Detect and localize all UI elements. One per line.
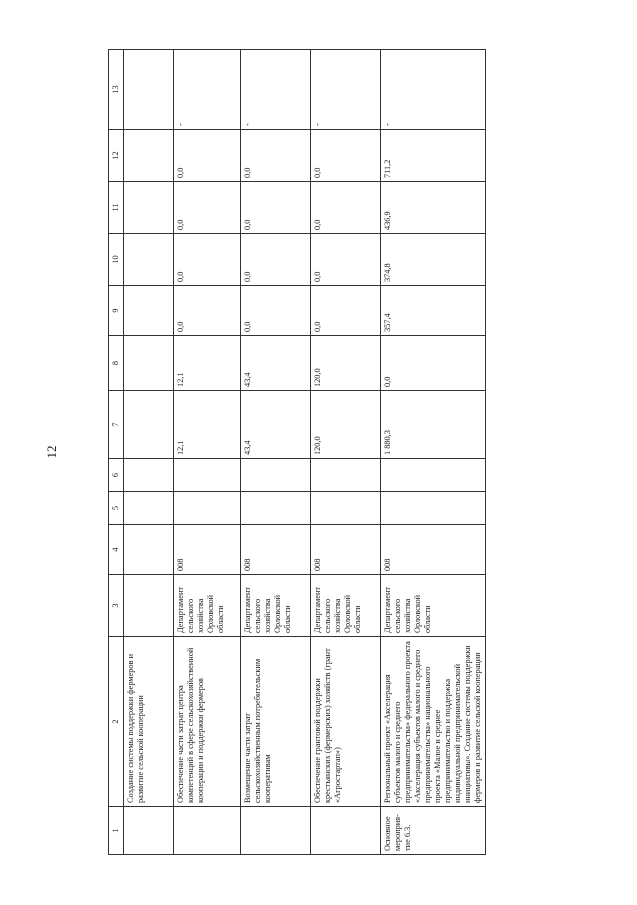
table-cell (174, 459, 241, 492)
table-cell (241, 807, 311, 855)
table-cell: Департамент сельского хозяйства Орловской области (174, 575, 241, 637)
table-cell: Основное мероприя-тие 6.3. (381, 807, 486, 855)
table-cell (124, 492, 174, 525)
table-cell: 0,0 (381, 336, 486, 391)
table-cell (124, 234, 174, 286)
table-cell: 0,0 (311, 286, 381, 336)
table-cell: - (174, 50, 241, 130)
table-cell (124, 182, 174, 234)
table-cell: 1 880,3 (381, 391, 486, 459)
table-row (381, 50, 486, 855)
table-cell: 0,0 (174, 234, 241, 286)
column-header: 9 (109, 286, 124, 336)
column-header: 10 (109, 234, 124, 286)
table-cell: 436,9 (381, 182, 486, 234)
table-cell (381, 459, 486, 492)
column-header: 2 (109, 637, 124, 807)
table-cell: Обеспечение части затрат центра компетенций в сфере сельскохозяйственной кооперации и поддержки фермеров (174, 637, 241, 807)
table-cell: Создание системы поддержки фермеров и развитие сельской кооперации (124, 637, 174, 807)
column-header: 7 (109, 391, 124, 459)
table-row (174, 50, 241, 855)
table-cell: 357,4 (381, 286, 486, 336)
budget-table (108, 49, 486, 855)
table-cell (124, 807, 174, 855)
table-cell (124, 525, 174, 575)
column-header: 6 (109, 459, 124, 492)
table-cell: 0,0 (174, 286, 241, 336)
table-cell (124, 575, 174, 637)
table-cell (124, 50, 174, 130)
column-header: 8 (109, 336, 124, 391)
table-cell: 0,0 (311, 234, 381, 286)
table-cell: 0,0 (241, 182, 311, 234)
table-cell (174, 807, 241, 855)
table-cell: 374,8 (381, 234, 486, 286)
table-cell: 008 (311, 525, 381, 575)
table-cell: 12,1 (174, 391, 241, 459)
table-cell: 0,0 (174, 130, 241, 182)
table-cell: 0,0 (174, 182, 241, 234)
column-header: 12 (109, 130, 124, 182)
column-number-row (109, 50, 124, 855)
column-header: 5 (109, 492, 124, 525)
column-header: 11 (109, 182, 124, 234)
table-cell: - (241, 50, 311, 130)
table-cell: 0,0 (311, 130, 381, 182)
table-cell (124, 286, 174, 336)
page-number: 12 (44, 445, 59, 459)
table-cell: 120,0 (311, 391, 381, 459)
table-cell: 008 (381, 525, 486, 575)
table-cell: - (311, 50, 381, 130)
table-cell (241, 492, 311, 525)
column-header: 4 (109, 525, 124, 575)
table-cell: Возмещение части затрат сельскохозяйственным потребительским кооперативам (241, 637, 311, 807)
table-cell (311, 459, 381, 492)
table-cell (124, 459, 174, 492)
table-cell: Департамент сельского хозяйства Орловской области (311, 575, 381, 637)
table-cell: 0,0 (311, 182, 381, 234)
table-cell: 008 (174, 525, 241, 575)
table-cell: 120,0 (311, 336, 381, 391)
table-cell: 008 (241, 525, 311, 575)
table-cell: 0,0 (241, 286, 311, 336)
column-header: 3 (109, 575, 124, 637)
table-cell (124, 336, 174, 391)
table-cell (124, 391, 174, 459)
table-row (241, 50, 311, 855)
table-cell: 0,0 (241, 234, 311, 286)
table-cell (241, 459, 311, 492)
table-row (124, 50, 174, 855)
table-cell: Департамент сельского хозяйства Орловской области (241, 575, 311, 637)
table-row (311, 50, 381, 855)
table-cell: 43,4 (241, 391, 311, 459)
table-cell: Обеспечение грантовой поддержки крестьянских (фермерских) хозяйств (грант «Агростартап») (311, 637, 381, 807)
table-cell: - (381, 50, 486, 130)
column-header: 1 (109, 807, 124, 855)
table-cell: 0,0 (241, 130, 311, 182)
table-cell: Департамент сельского хозяйства Орловской области (381, 575, 486, 637)
table-cell: 43,4 (241, 336, 311, 391)
table-cell (124, 130, 174, 182)
rotated-table-container (108, 50, 482, 855)
table-cell: Региональный проект «Акселерация субъектов малого и среднего предпринимательства» федерального проекта «Акселерация субъектов малого и среднего предпринимательства» национального проекта «Малое и среднее предпринимательство и поддержка индивидуальной предпринимательской инициативы». Создание системы поддержки фермеров и развитие сельской кооперации (381, 637, 486, 807)
table-cell: 711,2 (381, 130, 486, 182)
column-header: 13 (109, 50, 124, 130)
table-cell (381, 492, 486, 525)
table-cell (311, 492, 381, 525)
table-cell: 12,1 (174, 336, 241, 391)
table-cell (311, 807, 381, 855)
table-cell (174, 492, 241, 525)
